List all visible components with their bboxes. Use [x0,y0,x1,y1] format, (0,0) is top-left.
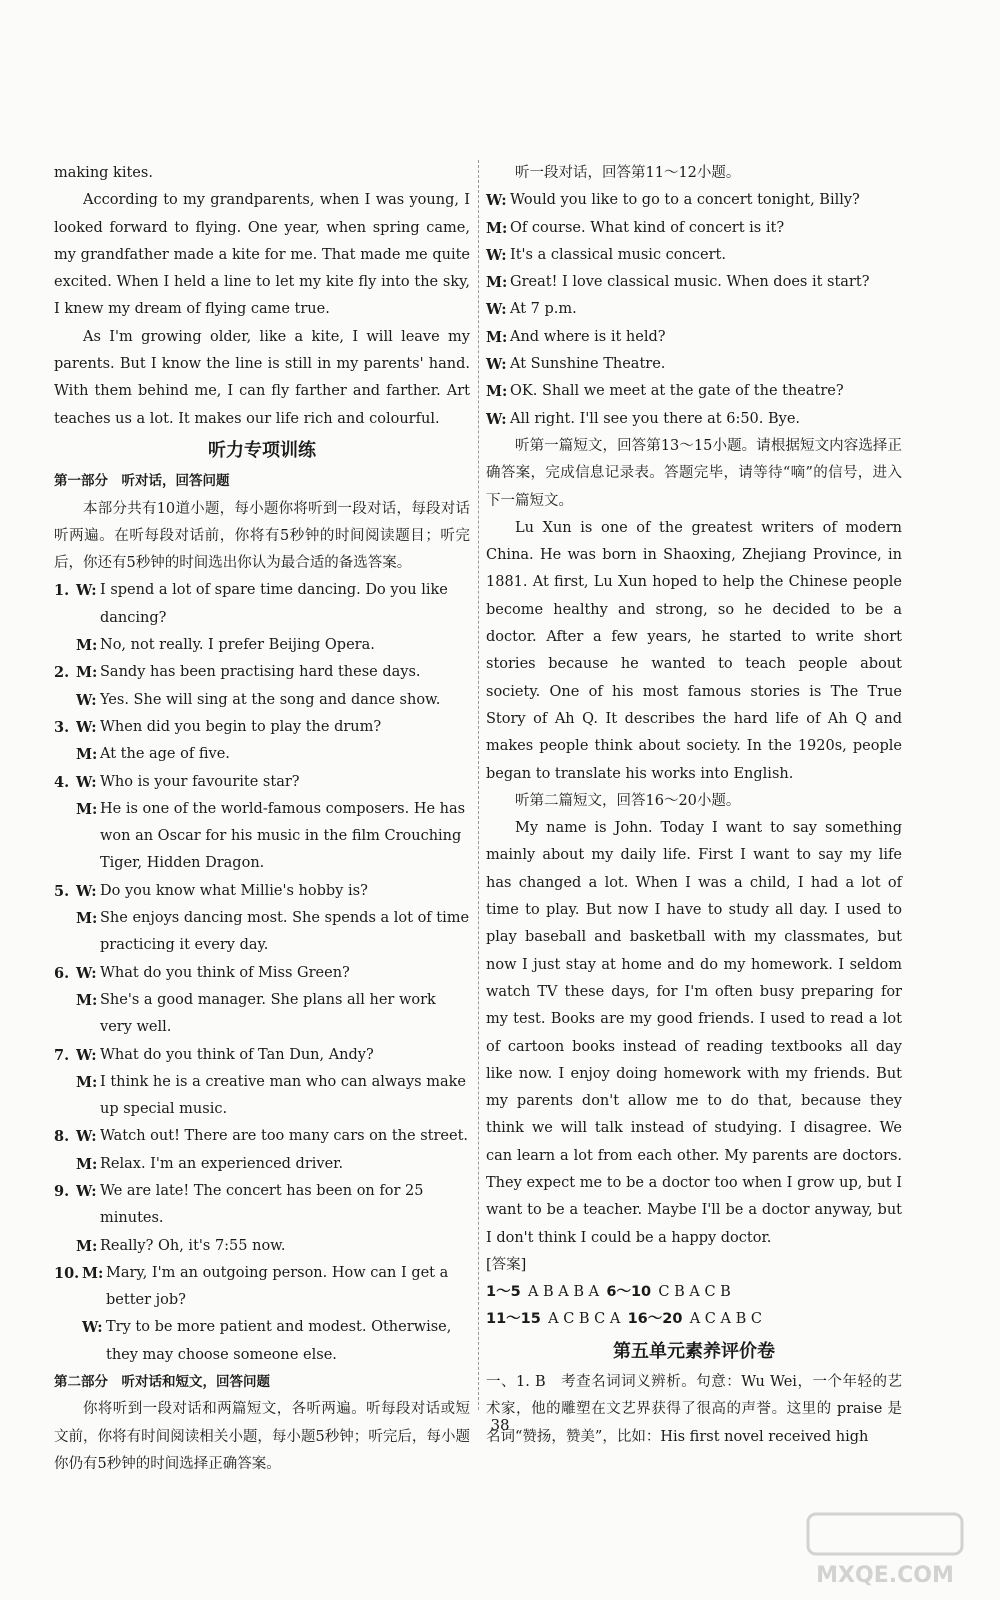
speaker-label: W: [76,1046,97,1064]
answer-letters: A C A B C [689,1311,762,1328]
question-reply [54,687,470,714]
utterance: She's a good manager. She plans all her work very well. [100,991,436,1036]
utterance: Really? Oh, it's 7:55 now. [100,1237,286,1254]
question-item [54,1123,470,1150]
speaker-label: M: [82,1264,104,1282]
dialog-line [486,378,902,405]
column-divider [478,160,479,1410]
part-heading: 第一部分 听对话，回答问题 [54,473,230,490]
dialog-line [486,324,902,351]
answer-letters: C B A C B [658,1284,731,1301]
speaker-label: M: [486,274,508,292]
speaker-label: W: [486,192,507,210]
right-column [486,160,902,1451]
question-item [54,714,470,741]
explanation: 一、1. B 考查名词词义辨析。句意：Wu Wei，一个年轻的艺术家，他的雕塑在文艺界获得了很高的声誉。这里的 praise 是名词“赞扬，赞美”，比如：His first novel received high [486,1374,902,1445]
speaker-label: W: [76,1182,97,1200]
dialog-line [486,269,902,296]
speaker-label: M: [76,1073,98,1091]
page-number: 38 [490,1416,510,1434]
utterance: Try to be more patient and modest. Otherwise, they may choose someone else. [106,1319,452,1363]
answer-range: 16～20 [627,1311,683,1328]
question-item [54,1178,470,1233]
question-number: 7. [54,1046,70,1064]
answer-range: 11～15 [486,1311,541,1328]
left-column [54,160,470,1478]
utterance: Who is your favourite star? [100,773,300,790]
dialog-line [486,406,902,433]
passage: Lu Xun is one of the greatest writers of modern China. He was born in Shaoxing, Zhejiang Province, in 1881. At first, Lu Xun hoped to help the Chinese people become healthy and strong, so he decided to be a doctor. After a few years, he started to write short stories because he wanted to teach people about society. One of his most famous stories is The True Story of Ah Q. It describes the hard life of Ah Q and makes people think about society. In the 1920s, people began to translate his works into English. [486,519,902,782]
answer-label: [答案] [486,1256,527,1273]
speaker-label: M: [76,910,98,928]
speaker-label: W: [76,691,97,709]
speaker-label: W: [76,582,97,600]
dialog-line [486,187,902,214]
speaker-label: W: [76,1128,97,1146]
dialog [486,187,902,433]
utterance: We are late! The concert has been on for 25 minutes. [100,1182,424,1227]
utterance: Would you like to go to a concert tonight, Billy? [510,192,860,209]
speaker-label: W: [82,1319,103,1337]
question-reply [54,1151,470,1178]
utterance: He is one of the world-famous composers. He has won an Oscar for his music in the film Crouching Tiger, Hidden Dragon. [100,800,466,872]
speaker-label: W: [76,882,97,900]
speaker-label: M: [486,383,508,401]
question-item [54,769,470,796]
question-number: 3. [54,718,70,736]
answer-row [486,1306,902,1333]
speaker-label: W: [76,964,97,982]
utterance: Of course. What kind of concert is it? [510,219,785,236]
question-number: 2. [54,664,70,682]
question-reply [54,1233,470,1260]
answer-range: 1～5 [486,1284,521,1301]
question-number: 6. [54,964,70,982]
utterance: Relax. I'm an experienced driver. [100,1155,344,1172]
dialog-intro: 听一段对话，回答第11～12小题。 [515,165,741,181]
watermark-logo [800,1508,970,1588]
watermark-text: MXQE.COM [816,1563,954,1588]
question-number: 5. [54,882,70,900]
question-item [54,878,470,905]
paragraph: making kites. [54,165,153,181]
question-item [54,577,470,632]
question-reply [54,987,470,1042]
passage-intro: 听第一篇短文，回答第13～15小题。请根据短文内容选择正确答案，完成信息记录表。答题完毕，请等待“嘀”的信号，进入下一篇短文。 [486,437,902,509]
speaker-label: M: [76,800,98,818]
speaker-label: W: [486,356,507,374]
speaker-label: M: [76,746,98,764]
dialog-line [486,215,902,242]
speaker-label: W: [486,246,507,264]
utterance: When did you begin to play the drum? [100,718,382,735]
question-number: 1. [54,582,70,600]
utterance: At 7 p.m. [510,301,577,318]
unit-title: 第五单元素养评价卷 [613,1340,775,1362]
instructions: 本部分共有10道小题，每小题你将听到一段对话，每段对话听两遍。在听每段对话前，你将有5秒钟的时间阅读题目；听完后，你还有5秒钟的时间选出你认为最合适的备选答案。 [54,500,470,572]
utterance: It's a classical music concert. [510,246,726,263]
question-reply [54,796,470,878]
speaker-label: W: [76,773,97,791]
question-number: 9. [54,1182,70,1200]
utterance: Sandy has been practising hard these days. [100,664,421,681]
speaker-label: M: [486,328,508,346]
question-number: 10. [54,1264,80,1282]
utterance: I think he is a creative man who can always make up special music. [100,1073,466,1118]
question-number: 8. [54,1128,70,1146]
utterance: All right. I'll see you there at 6:50. Bye. [510,410,801,427]
question-item [54,1260,470,1315]
question-item [54,659,470,686]
question-item [54,1042,470,1069]
speaker-label: W: [486,410,507,428]
speaker-label: M: [486,219,508,237]
paragraph: As I'm growing older, like a kite, I will leave my parents. But I know the line is still in my parents' hand. With them behind me, I can fly farther and farther. Art teaches us a lot. It makes our life rich and colourful. [54,328,470,427]
passage: My name is John. Today I want to say something mainly about my daily life. First I want to say my life has changed a lot. When I was a child, I had a lot of time to play. But now I have to study all day. I used to play baseball and basketball with my classmates, but now I just stay at home and do my homework. I seldom watch TV these days, for I'm often busy preparing for my test. Books are my good friends. I used to read a lot of cartoon books instead of reading textbooks all day like now. I enjoy doing homework with my friends. But my parents don't allow me to do that, because they think we will talk instead of studying. I disagree. We can learn a lot from each other. My parents are doctors. They expect me to be a doctor too when I grow up, but I want to be a teacher. Maybe I'll be a doctor anyway, but I don't think I could be a happy doctor. [486,820,902,1246]
dialog-line [486,242,902,269]
passage-intro: 听第二篇短文，回答16～20小题。 [515,792,741,809]
question-reply [54,1314,470,1369]
section-title: 听力专项训练 [208,439,316,461]
utterance: No, not really. I prefer Beijing Opera. [100,637,375,654]
utterance: She enjoys dancing most. She spends a lot of time practicing it every day. [100,910,470,954]
paragraph: According to my grandparents, when I was young, I looked forward to flying. One year, when spring came, my grandfather made a kite for me. That made me quite excited. When I held a line to let my kite fly into the sky, I knew my dream of flying came true. [54,192,470,318]
speaker-label: W: [76,718,97,736]
question-item [54,960,470,987]
question-reply [54,905,470,960]
speaker-label: M: [76,664,98,682]
question-list [54,577,470,1369]
utterance: At the age of five. [100,746,230,763]
part-heading: 第二部分 听对话和短文，回答问题 [54,1374,270,1391]
utterance: OK. Shall we meet at the gate of the theatre? [510,383,844,400]
answer-letters: A C B C A [548,1311,621,1328]
question-reply [54,741,470,768]
utterance: I spend a lot of spare time dancing. Do you like dancing? [100,582,448,626]
question-reply [54,1069,470,1124]
answer-letters: A B A B A [527,1284,600,1301]
utterance: Great! I love classical music. When does it start? [510,274,870,291]
dialog-line [486,296,902,323]
speaker-label: W: [486,301,507,319]
answer-range: 6～10 [606,1284,652,1301]
utterance: At Sunshine Theatre. [510,356,666,373]
question-reply [54,632,470,659]
utterance: And where is it held? [510,328,666,345]
speaker-label: M: [76,1237,98,1255]
answer-row [486,1279,902,1306]
dialog-line [486,351,902,378]
instructions: 你将听到一段对话和两篇短文，各听两遍。听每段对话或短文前，你将有时间阅读相关小题，每小题5秒钟；听完后，每小题你仍有5秒钟的时间选择正确答案。 [54,1401,470,1472]
utterance: What do you think of Tan Dun, Andy? [100,1046,374,1063]
utterance: Mary, I'm an outgoing person. How can I get a better job? [106,1264,449,1309]
utterance: Watch out! There are too many cars on the street. [100,1128,469,1145]
speaker-label: M: [76,1155,98,1173]
answer-key [486,1279,902,1334]
utterance: Yes. She will sing at the song and dance show. [100,691,441,708]
speaker-label: M: [76,637,98,655]
utterance: What do you think of Miss Green? [100,964,350,981]
speaker-label: M: [76,991,98,1009]
utterance: Do you know what Millie's hobby is? [100,882,368,899]
question-number: 4. [54,773,70,791]
